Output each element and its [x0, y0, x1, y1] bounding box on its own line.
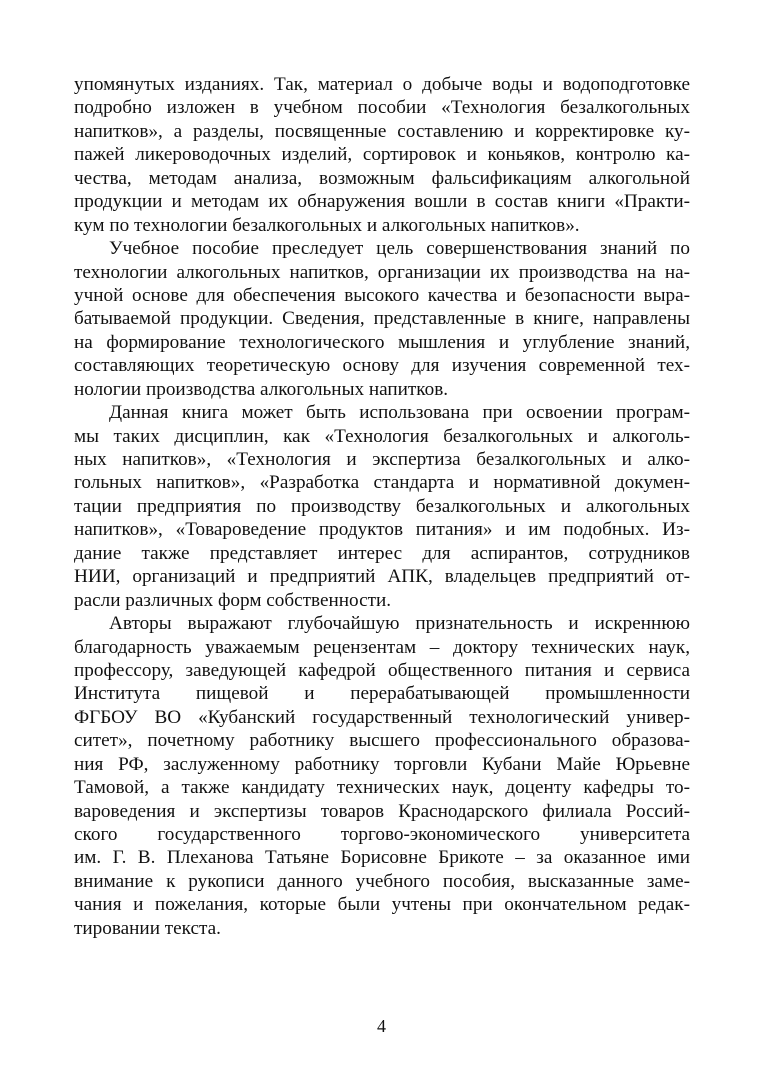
- text-line: профессору, заведующей кафедрой общественного питания и сервиса: [74, 659, 690, 681]
- paragraph-first-line: Учебное пособие преследует цель совершенствования знаний по: [109, 238, 690, 260]
- text-line: им. Г. В. Плеханова Татьяне Борисовне Брикоте – за оказанное ими: [74, 847, 690, 869]
- text-line: вароведения и экспертизы товаров Краснодарского филиала Россий-: [74, 800, 690, 822]
- page-number: 4: [377, 1016, 386, 1036]
- text-line: учной основе для обеспечения высокого качества и безопасности выра-: [74, 284, 690, 306]
- text-line: ФГБОУ ВО «Кубанский государственный технологический универ-: [74, 706, 690, 728]
- paragraph-first-line: Авторы выражают глубочайшую признательность и искреннюю: [109, 613, 690, 635]
- text-line: Тамовой, а также кандидату технических наук, доценту кафедры то-: [74, 777, 690, 799]
- text-line: пажей ликероводочных изделий, сортировок и коньяков, контролю ка-: [74, 144, 690, 166]
- paragraph-first-line: Данная книга может быть использована при освоении програм-: [109, 402, 690, 424]
- body-text: [74, 73, 690, 940]
- text-line: батываемой продукции. Сведения, представленные в книге, направлены: [74, 308, 690, 330]
- text-line: подробно изложен в учебном пособии «Технология безалкогольных: [74, 97, 690, 119]
- text-line: НИИ, организаций и предприятий АПК, владельцев предприятий от-: [74, 566, 690, 588]
- text-line: составляющих теоретическую основу для изучения современной тех-: [74, 355, 690, 377]
- text-line: чества, методам анализа, возможным фальсификациям алкогольной: [74, 167, 690, 189]
- text-line: напитков», а разделы, посвященные составлению и корректировке ку-: [74, 120, 690, 142]
- text-line: гольных напитков», «Разработка стандарта и нормативной докумен-: [74, 472, 690, 494]
- text-line: ситет», почетному работнику высшего профессионального образова-: [74, 730, 690, 752]
- text-line: на формирование технологического мышления и углубление знаний,: [74, 331, 690, 353]
- text-line: напитков», «Товароведение продуктов питания» и им подобных. Из-: [74, 519, 690, 541]
- text-line: Института пищевой и перерабатывающей промышленности: [74, 683, 690, 705]
- text-line: нологии производства алкогольных напитков.: [74, 378, 449, 400]
- text-line: дание также представляет интерес для аспирантов, сотрудников: [74, 542, 690, 564]
- text-line: благодарность уважаемым рецензентам – доктору технических наук,: [74, 636, 690, 658]
- text-line: технологии алкогольных напитков, организации их производства на на-: [74, 261, 690, 283]
- text-line: ния РФ, заслуженному работнику торговли Кубани Майе Юрьевне: [74, 753, 690, 775]
- text-line: расли различных форм собственности.: [74, 589, 392, 611]
- text-line: ского государственного торгово-экономического университета: [74, 824, 690, 845]
- text-line: внимание к рукописи данного учебного пособия, высказанные заме-: [74, 870, 690, 892]
- text-line: упомянутых изданиях. Так, материал о добыче воды и водоподготовке: [74, 74, 690, 95]
- text-line: мы таких дисциплин, как «Технология безалкогольных и алкоголь-: [74, 425, 690, 447]
- text-line: продукции и методам их обнаружения вошли в состав книги «Практи-: [74, 191, 690, 213]
- text-line: кум по технологии безалкогольных и алкогольных напитков».: [74, 214, 580, 236]
- text-line: ных напитков», «Технология и экспертиза безалкогольных и алко-: [74, 449, 690, 470]
- text-line: чания и пожелания, которые были учтены при окончательном редак-: [74, 894, 690, 916]
- text-line: тировании текста.: [74, 917, 221, 939]
- text-line: тации предприятия по производству безалкогольных и алкогольных: [74, 495, 690, 517]
